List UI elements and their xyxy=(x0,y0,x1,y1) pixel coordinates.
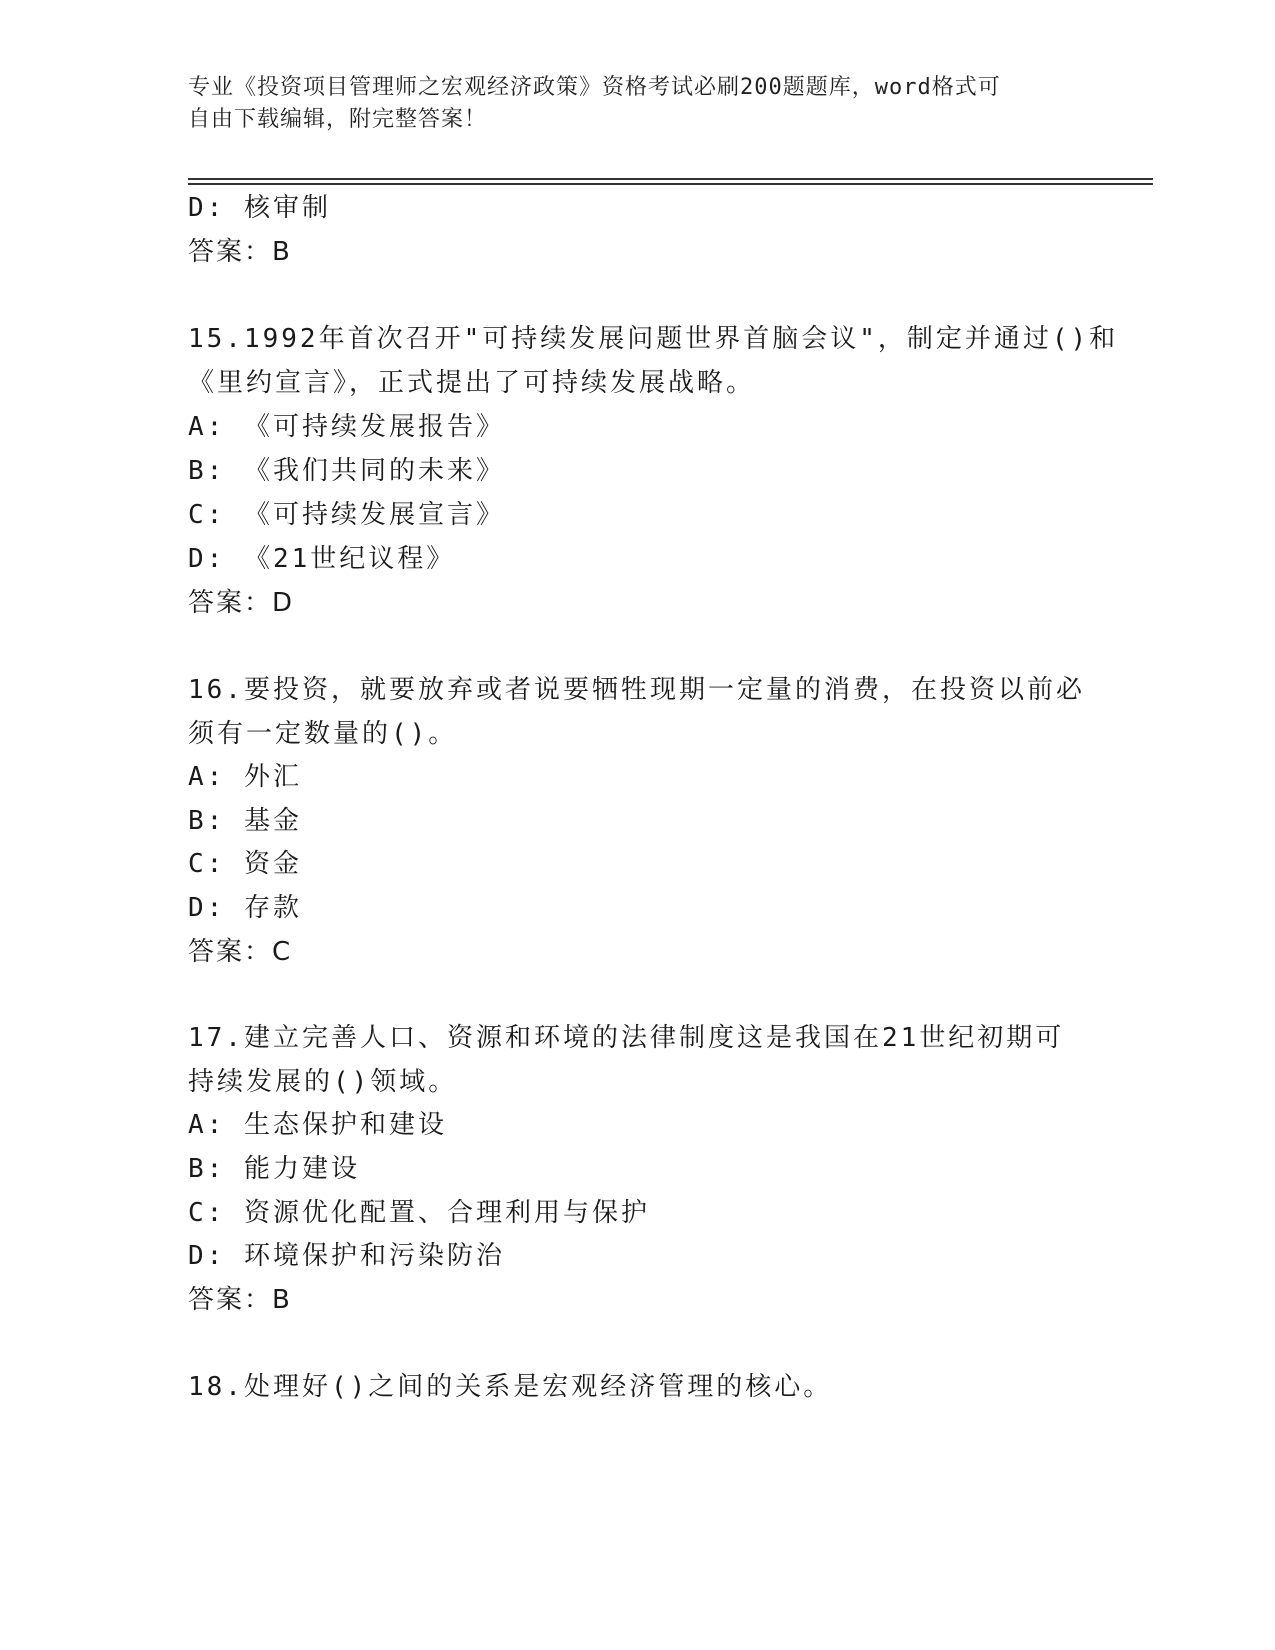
q17-option-d: D: 环境保护和污染防治 xyxy=(188,1241,505,1271)
q18-stem-line-1: 18.处理好()之间的关系是宏观经济管理的核心。 xyxy=(188,1372,833,1402)
header-divider-bottom xyxy=(188,183,1153,185)
q15-option-d: D: 《21世纪议程》 xyxy=(188,544,456,574)
header-title-line-2: 自由下载编辑，附完整答案！ xyxy=(188,107,488,132)
q14-answer: 答案：B xyxy=(188,237,292,267)
q17-answer: 答案：B xyxy=(188,1285,292,1315)
q15-option-a: A: 《可持续发展报告》 xyxy=(188,412,505,442)
q16-stem-line-2: 须有一定数量的()。 xyxy=(188,719,458,749)
q15-option-c: C: 《可持续发展宣言》 xyxy=(188,500,505,530)
q15-stem-line-2: 《里约宣言》，正式提出了可持续发展战略。 xyxy=(188,368,756,398)
q15-stem-line-1: 15.1992年首次召开"可持续发展问题世界首脑会议"，制定并通过()和 xyxy=(188,324,1119,354)
q16-answer: 答案：C xyxy=(188,937,293,967)
header-divider-top xyxy=(188,178,1153,180)
q16-option-d: D: 存款 xyxy=(188,893,302,923)
q15-option-b: B: 《我们共同的未来》 xyxy=(188,456,505,486)
page-header xyxy=(188,72,1088,136)
q17-option-b: B: 能力建设 xyxy=(188,1154,360,1184)
q17-stem-line-1: 17.建立完善人口、资源和环境的法律制度这是我国在21世纪初期可 xyxy=(188,1023,1065,1053)
q16-stem-line-1: 16.要投资，就要放弃或者说要牺牲现期一定量的消费，在投资以前必 xyxy=(188,675,1085,705)
q15-answer: 答案：D xyxy=(188,588,295,618)
q16-option-c: C: 资金 xyxy=(188,849,302,879)
q17-option-a: A: 生态保护和建设 xyxy=(188,1110,447,1140)
header-title-line-1: 专业《投资项目管理师之宏观经济政策》资格考试必刷200题题库，word格式可 xyxy=(188,75,1001,100)
q16-option-a: A: 外汇 xyxy=(188,762,302,792)
q17-option-c: C: 资源优化配置、合理利用与保护 xyxy=(188,1198,650,1228)
q16-option-b: B: 基金 xyxy=(188,806,302,836)
q14-option-d: D: 核审制 xyxy=(188,193,331,223)
q17-stem-line-2: 持续发展的()领域。 xyxy=(188,1067,458,1097)
